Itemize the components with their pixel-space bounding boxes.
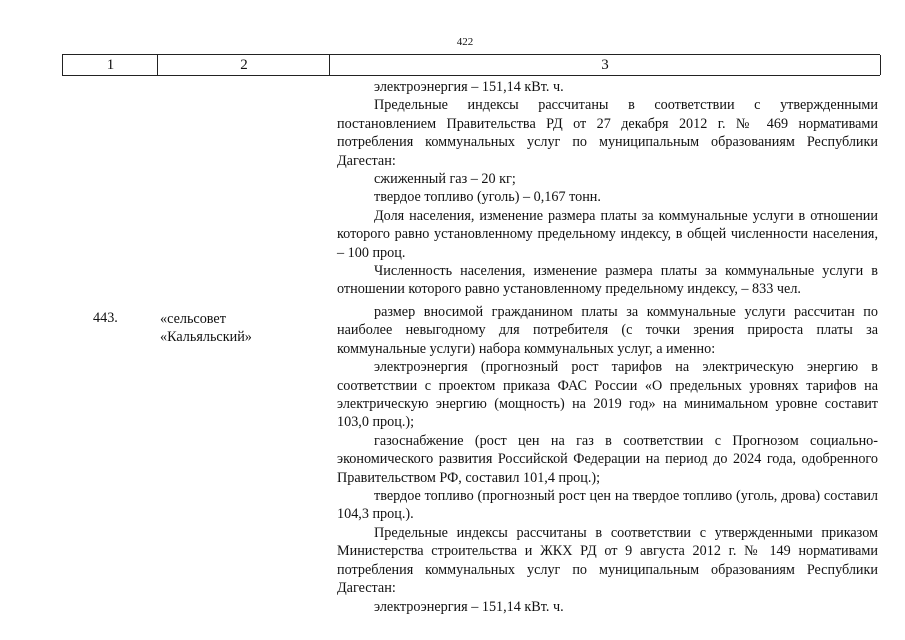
paragraph: газоснабжение (рост цен на газ в соответствии с Прогнозом социально-экономического развития Российской Федерации на период до 2024 года, одобренного Правительством РФ, составил 101,4 проц.); — [337, 432, 878, 486]
paragraph: Предельные индексы рассчитаны в соответствии с утвержденными приказом Министерства строительства и ЖКХ РД от 9 августа 2012 г. № 149 нормативами потребления коммунальных услуг по муниципальным образованиям Республики Дагестан: — [337, 524, 878, 597]
row-number: 443. — [93, 310, 118, 326]
paragraph: размер вносимой гражданином платы за коммунальные услуги рассчитан по наиболее невыгодному для потребителя (с точки зрения прироста платы за коммунальные услуги) набора коммунальных услуг, а именно: — [337, 304, 878, 357]
table-header-col-1: 1 — [62, 55, 158, 75]
paragraph: твердое топливо (прогнозный рост цен на твердое топливо (уголь, дрова) составил 104,3 проц.). — [337, 488, 878, 523]
municipality-name-line: «сельсовет — [160, 311, 226, 327]
table-header-col-2: 2 — [157, 55, 330, 75]
row-443-text-block — [337, 303, 878, 616]
table-header-row — [62, 54, 880, 76]
paragraph: сжиженный газ – 20 кг; — [374, 171, 516, 188]
municipality-name — [160, 310, 252, 347]
paragraph: твердое топливо (уголь) – 0,167 тонн. — [374, 189, 601, 206]
table-header-col-3: 3 — [329, 55, 881, 75]
municipality-name-line: «Кальяльский» — [160, 329, 252, 346]
continuation-text-block — [337, 78, 878, 299]
paragraph: электроэнергия – 151,14 кВт. ч. — [374, 598, 564, 615]
paragraph: электроэнергия – 151,14 кВт. ч. — [374, 79, 564, 95]
paragraph: электроэнергия (прогнозный рост тарифов на электрическую энергию в соответствии с проектом приказа ФАС России «О предельных уровнях тарифов на электрическую энергию (мощность) на 2019 год» на минимальном уровне составит 103,0 проц.); — [337, 359, 878, 431]
page-number: 422 — [456, 36, 474, 48]
paragraph: Предельные индексы рассчитаны в соответствии с утвержденными постановлением Правительства РД от 27 декабря 2012 г. № 469 нормативами потребления коммунальных услуг по муниципальным образованиям Республики Дагестан: — [337, 97, 878, 169]
paragraph: Численность населения, изменение размера платы за коммунальные услуги в отношении которого равно установленному предельному индексу, – 833 чел. — [337, 263, 878, 298]
paragraph: Доля населения, изменение размера платы за коммунальные услуги в отношении которого равно установленному предельному индексу, в общей численности населения, – 100 проц. — [337, 207, 878, 261]
